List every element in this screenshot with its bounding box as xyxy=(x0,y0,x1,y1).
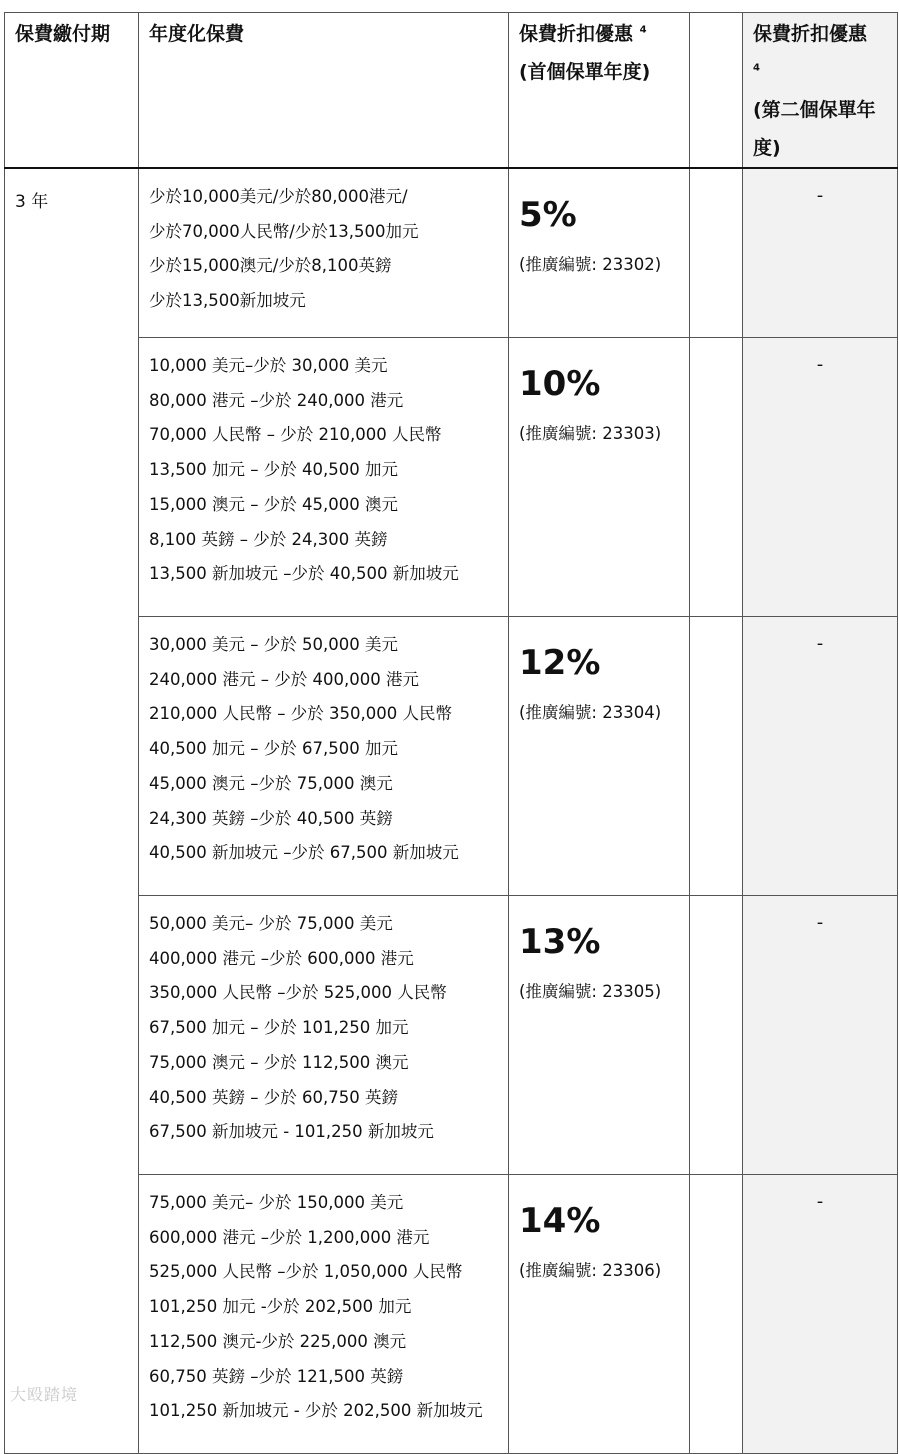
premium-range-line: 70,000 人民幣 – 少於 210,000 人民幣 xyxy=(149,425,442,445)
premium-range-line: 15,000 澳元 – 少於 45,000 澳元 xyxy=(149,494,398,514)
premium-range-line: 400,000 港元 –少於 600,000 港元 xyxy=(149,948,414,968)
premium-range-cell xyxy=(139,617,509,896)
premium-range-line: 80,000 港元 –少於 240,000 港元 xyxy=(149,390,404,410)
blank-cell xyxy=(690,338,743,617)
header-discount-first-year xyxy=(509,13,690,169)
header-discount-second-year xyxy=(743,13,898,169)
header-term: 保費繳付期 xyxy=(5,13,139,169)
premium-range-line: 10,000 美元–少於 30,000 美元 xyxy=(149,356,388,375)
discount-table xyxy=(4,12,898,1454)
premium-range-line: 40,500 英鎊 – 少於 60,750 英鎊 xyxy=(149,1087,398,1107)
premium-range-line: 67,500 新加坡元 - 101,250 新加坡元 xyxy=(149,1122,434,1142)
discount-cell xyxy=(509,617,690,896)
premium-range-line: 240,000 港元 – 少於 400,000 港元 xyxy=(149,669,419,689)
promo-code: (推廣編號: 23305) xyxy=(519,982,662,1001)
header-premium: 年度化保費 xyxy=(139,13,509,169)
premium-range-cell xyxy=(139,168,509,338)
header-first-year-label: (首個保單年度) xyxy=(519,61,651,83)
premium-range-line: 67,500 加元 – 少於 101,250 加元 xyxy=(149,1018,409,1038)
second-year-discount-cell: - xyxy=(743,338,898,617)
promo-code: (推廣編號: 23304) xyxy=(519,703,662,722)
premium-range-line: 112,500 澳元-少於 225,000 澳元 xyxy=(149,1331,407,1351)
second-year-discount-cell: - xyxy=(743,168,898,338)
discount-percent: 12% xyxy=(519,643,601,683)
premium-range-line: 210,000 人民幣 – 少於 350,000 人民幣 xyxy=(149,704,452,724)
discount-percent: 10% xyxy=(519,364,601,404)
premium-range-line: 101,250 加元 -少於 202,500 加元 xyxy=(149,1297,412,1317)
discount-cell xyxy=(509,1175,690,1454)
premium-range-cell xyxy=(139,896,509,1175)
header-discount-second-label: 保費折扣優惠 xyxy=(753,23,868,45)
watermark-text: 大殴踏境 xyxy=(10,1385,79,1404)
premium-range-line: 45,000 澳元 –少於 75,000 澳元 xyxy=(149,773,393,793)
blank-cell xyxy=(690,896,743,1175)
premium-range-line: 13,500 新加坡元 –少於 40,500 新加坡元 xyxy=(149,564,459,584)
table-header-row xyxy=(5,13,898,169)
header-blank xyxy=(690,13,743,169)
premium-range-line: 少於13,500新加坡元 xyxy=(149,291,306,311)
premium-range-line: 350,000 人民幣 –少於 525,000 人民幣 xyxy=(149,983,447,1003)
discount-percent: 13% xyxy=(519,922,601,962)
premium-range-line: 75,000 美元– 少於 150,000 美元 xyxy=(149,1193,404,1212)
table-row xyxy=(5,168,898,338)
discount-percent: 5% xyxy=(519,195,577,235)
promo-code: (推廣編號: 23303) xyxy=(519,424,662,443)
table-row xyxy=(5,1175,898,1454)
premium-range-line: 少於70,000人民幣/少於13,500加元 xyxy=(149,221,419,241)
promo-code: (推廣編號: 23302) xyxy=(519,255,662,274)
second-year-discount-cell: - xyxy=(743,896,898,1175)
second-year-discount-cell: - xyxy=(743,617,898,896)
premium-range-line: 600,000 港元 –少於 1,200,000 港元 xyxy=(149,1227,430,1247)
premium-range-line: 少於15,000澳元/少於8,100英鎊 xyxy=(149,256,392,276)
footnote-marker: 4 xyxy=(639,24,647,36)
second-year-discount-cell: - xyxy=(743,1175,898,1454)
premium-range-line: 少於10,000美元/少於80,000港元/ xyxy=(149,187,408,206)
header-discount-first-label: 保費折扣優惠 xyxy=(519,23,634,45)
premium-range-line: 30,000 美元 – 少於 50,000 美元 xyxy=(149,635,398,654)
payment-term-cell: 3 年 xyxy=(5,168,139,1454)
footnote-marker: 4 xyxy=(753,62,760,74)
blank-cell xyxy=(690,1175,743,1454)
promo-code: (推廣編號: 23306) xyxy=(519,1261,662,1280)
blank-cell xyxy=(690,617,743,896)
premium-range-line: 13,500 加元 – 少於 40,500 加元 xyxy=(149,460,398,480)
premium-range-line: 24,300 英鎊 –少於 40,500 英鎊 xyxy=(149,808,393,828)
premium-range-line: 75,000 澳元 – 少於 112,500 澳元 xyxy=(149,1052,409,1072)
premium-range-cell xyxy=(139,338,509,617)
premium-range-line: 50,000 美元– 少於 75,000 美元 xyxy=(149,914,393,933)
table-row xyxy=(5,338,898,617)
table-row xyxy=(5,617,898,896)
premium-range-cell xyxy=(139,1175,509,1454)
premium-range-line: 525,000 人民幣 –少於 1,050,000 人民幣 xyxy=(149,1262,463,1282)
header-second-year-label: (第二個保單年度) xyxy=(753,99,876,159)
table-row xyxy=(5,896,898,1175)
discount-cell xyxy=(509,168,690,338)
premium-range-line: 40,500 加元 – 少於 67,500 加元 xyxy=(149,739,398,759)
discount-percent: 14% xyxy=(519,1201,601,1241)
discount-cell xyxy=(509,896,690,1175)
discount-cell xyxy=(509,338,690,617)
premium-range-line: 60,750 英鎊 –少於 121,500 英鎊 xyxy=(149,1366,404,1386)
premium-range-line: 40,500 新加坡元 –少於 67,500 新加坡元 xyxy=(149,843,459,863)
premium-range-line: 101,250 新加坡元 - 少於 202,500 新加坡元 xyxy=(149,1401,483,1421)
blank-cell xyxy=(690,168,743,338)
premium-range-line: 8,100 英鎊 – 少於 24,300 英鎊 xyxy=(149,529,388,549)
